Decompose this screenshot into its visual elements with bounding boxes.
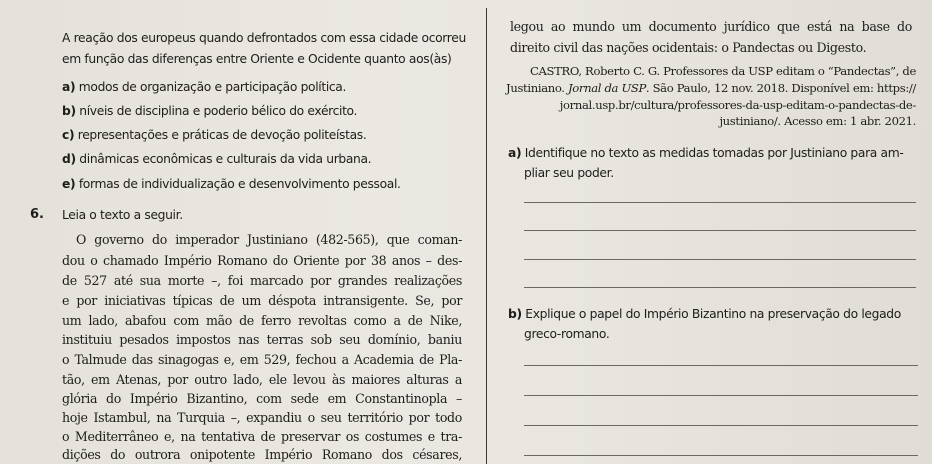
q6-item-b-line2: greco-romano. (524, 327, 610, 341)
citation-line: justiniano/. Acesso em: 1 abr. 2021. (719, 114, 916, 128)
passage-line: instituiu pesados impostos nas terras sob seu domínio, baniu (62, 332, 462, 347)
answer-line[interactable] (524, 230, 916, 231)
option-text: formas de individualização e desenvolvimento pessoal. (78, 177, 401, 191)
q5-option-c (62, 128, 366, 142)
q5-option-a (62, 80, 346, 94)
passage-line: um lado, abafou com mão de ferro revoltas como a de Nike, (62, 313, 462, 328)
q5-stem-line1: A reação dos europeus quando defrontados com essa cidade ocorreu (62, 31, 466, 45)
passage-continuation-line: direito civil das nações ocidentais: o Pandectas ou Digesto. (510, 40, 867, 55)
q5-option-d (62, 152, 371, 166)
option-letter: b) (62, 104, 76, 118)
option-letter: a) (62, 80, 76, 94)
passage-line: o Talmude das sinagogas e, em 529, fechou a Academia de Pla- (62, 352, 462, 367)
answer-line[interactable] (524, 455, 918, 456)
option-text: modos de organização e participação política. (78, 80, 347, 94)
citation-line: Justiniano. Jornal da USP. São Paulo, 12 nov. 2018. Disponível em: https:// (506, 81, 916, 95)
passage-line: o Mediterrâneo e, na tentativa de preservar os costumes e tra- (62, 429, 462, 444)
passage-line: glória do Império Bizantino, com sede em Constantinopla – (62, 391, 462, 406)
passage-line: hoje Istambul, na Turquia –, expandiu o seu território por todo (62, 410, 462, 425)
answer-line[interactable] (524, 287, 916, 288)
option-text: dinâmicas econômicas e culturais da vida urbana. (79, 152, 372, 166)
passage-line: e por iniciativas típicas de um déspota intransigente. Se, por (62, 293, 462, 308)
answer-line[interactable] (524, 395, 918, 396)
item-text: Explique o papel do Império Bizantino na preservação do legado (525, 307, 901, 321)
answer-line[interactable] (524, 259, 916, 260)
q5-option-b (62, 104, 357, 118)
item-letter: a) (508, 146, 522, 160)
q6-item-a-line2: pliar seu poder. (524, 166, 614, 180)
q5-stem-line2: em função das diferenças entre Oriente e Ocidente quanto aos(às) (62, 52, 452, 66)
q6-item-b-line1 (508, 307, 901, 321)
answer-line[interactable] (524, 425, 918, 426)
column-divider (486, 8, 487, 464)
passage-line: dições do outrora onipotente Império Romano dos césares, (62, 447, 462, 462)
passage-line: dou o chamado Império Romano do Oriente por 38 anos – des- (62, 253, 462, 268)
passage-line: O governo do imperador Justiniano (482-565), que coman- (76, 232, 462, 247)
item-text: Identifique no texto as medidas tomadas por Justiniano para am- (524, 146, 904, 160)
journal-title: Jornal da USP (567, 81, 646, 95)
q6-intro: Leia o texto a seguir. (62, 208, 183, 222)
option-letter: e) (62, 177, 76, 191)
answer-line[interactable] (524, 365, 918, 366)
citation-line: CASTRO, Roberto C. G. Professores da USP editam o “Pandectas”, de (530, 64, 916, 78)
citation-line: jornal.usp.br/cultura/professores-da-usp-editam-o-pandectas-de- (559, 98, 916, 112)
passage-continuation-line: legou ao mundo um documento jurídico que está na base do (510, 19, 912, 34)
answer-line[interactable] (524, 202, 916, 203)
q5-option-e (62, 177, 401, 191)
option-letter: c) (62, 128, 75, 142)
item-letter: b) (508, 307, 522, 321)
option-text: níveis de disciplina e poderio bélico do exército. (79, 104, 358, 118)
option-text: representações e práticas de devoção politeístas. (77, 128, 367, 142)
q6-item-a-line1 (508, 146, 903, 160)
q6-number: 6. (30, 207, 44, 222)
passage-line: de 527 até sua morte –, foi marcado por grandes realizações (62, 273, 462, 288)
passage-line: tão, em Atenas, por outro lado, ele levou às maiores alturas a (62, 372, 462, 387)
option-letter: d) (62, 152, 76, 166)
